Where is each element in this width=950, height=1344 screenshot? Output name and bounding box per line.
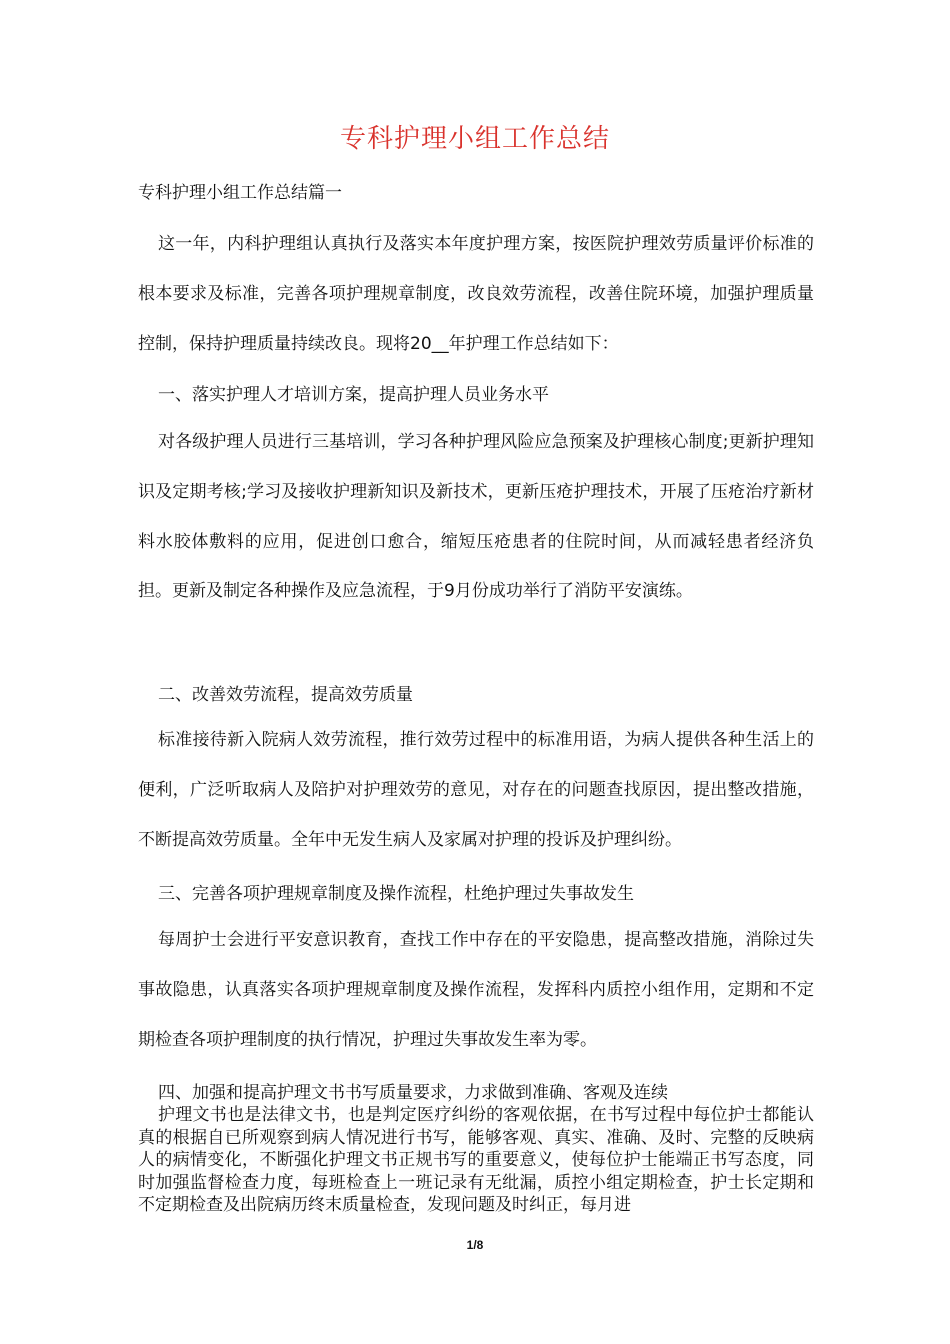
section-body-2: 标准接待新入院病人效劳流程，推行效劳过程中的标准用语，为病人提供各种生活上的便利，广泛听取病人及陪护对护理效劳的意见，对存在的问题查找原因，提出整改措施，不断提高效劳质量。全年中无发生病人及家属对护理的投诉及护理纠纷。 xyxy=(138,730,814,850)
section-body-3: 每周护士会进行平安意识教育，查找工作中存在的平安隐患，提高整改措施，消除过失事故隐患，认真落实各项护理规章制度及操作流程，发挥科内质控小组作用，定期和不定期检查各项护理制度的执行情况，护理过失事故发生率为零。 xyxy=(138,930,814,1050)
section-heading-4: 四、加强和提高护理文书书写质量要求，力求做到准确、客观及连续 xyxy=(158,1083,668,1103)
document-subtitle: 专科护理小组工作总结篇一 xyxy=(138,183,342,203)
section-body-4: 护理文书也是法律文书，也是判定医疗纠纷的客观依据，在书写过程中每位护士都能认真的根据自已所观察到病人情况进行书写，能够客观、真实、准确、及时、完整的反映病人的病情变化，不断强化护理文书正规书写的重要意义，使每位护士能端正书写态度，同时加强监督检查力度，每班检查上一班记录有无纰漏，质控小组定期检查，护士长定期和不定期检查及出院病历终末质量检查，发现问题及时纠正，每月进 xyxy=(138,1105,814,1216)
page-number: 1/8 xyxy=(466,1238,484,1252)
section-body-1: 对各级护理人员进行三基培训，学习各种护理风险应急预案及护理核心制度;更新护理知识及定期考核;学习及接收护理新知识及新技术，更新压疮护理技术，开展了压疮治疗新材料水胶体敷料的应用，促进创口愈合，缩短压疮患者的住院时间，从而减轻患者经济负担。更新及制定各种操作及应急流程，于9月份成功举行了消防平安演练。 xyxy=(138,432,814,602)
section-heading-2: 二、改善效劳流程，提高效劳质量 xyxy=(158,685,413,705)
section-heading-3: 三、完善各项护理规章制度及操作流程，杜绝护理过失事故发生 xyxy=(158,884,634,904)
intro-paragraph: 这一年，内科护理组认真执行及落实本年度护理方案，按医院护理效劳质量评价标准的根本要求及标准，完善各项护理规章制度，改良效劳流程，改善住院环境，加强护理质量控制，保持护理质量持续改良。现将20__年护理工作总结如下： xyxy=(138,234,814,354)
document-title: 专科护理小组工作总结 xyxy=(339,124,610,154)
section-heading-1: 一、落实护理人才培训方案，提高护理人员业务水平 xyxy=(158,385,549,405)
